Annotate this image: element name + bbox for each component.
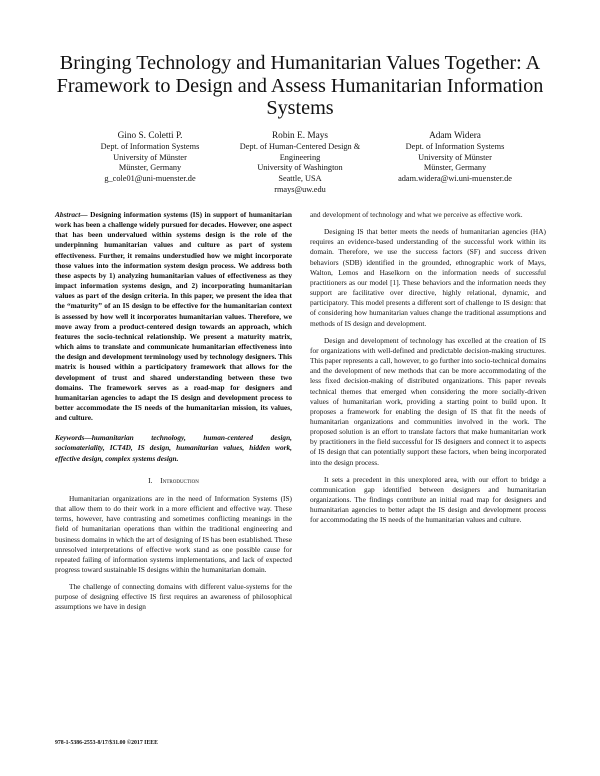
author-name: Adam Widera bbox=[429, 131, 481, 141]
author-affiliation: Engineering bbox=[279, 152, 321, 162]
author-affiliation: Seattle, USA bbox=[278, 174, 322, 184]
body-paragraph: Design and development of technology has excelled at the creation of IS for organizations with well-defined and predictable decision-making structures. This paper represents a call, however, to go further into socio-technical domains and the development of new methods that can be more accommodating of the less fixed decision-making of distributed organizations. This paper reveals technical themes that emerged when considering the more socially-driven values of humanitarian work, providing a starting point to build upon. It proposes a framework for enabling the design of IS that fit the needs of humanitarian organizations and communities involved in the work. The proposed solution is an effort to translate factors that make humanitarian work by practitioners in the field successful for IS designers and connect it to aspects of IS design that can potentially support these factors, when being incorporated into the design process. bbox=[310, 335, 546, 467]
author-affiliation: Dept. of Human-Centered Design & bbox=[239, 142, 361, 151]
body-paragraph-continuation: and development of technology and what we perceive as effective work. bbox=[310, 210, 523, 219]
author-block-3 bbox=[370, 130, 540, 185]
section-title: Introduction bbox=[160, 475, 199, 485]
author-name: Robin E. Mays bbox=[271, 131, 329, 141]
abstract-label: Abstract— bbox=[55, 210, 88, 219]
copyright-footer: 978-1-5386-2553-8/17/$31.00 ©2017 IEEE bbox=[55, 740, 159, 746]
body-paragraph: Humanitarian organizations are in the need of Information Systems (IS) that allow them to do their work in a more efficient and effective way. These terms, however, have contrasting and sometimes conflicting meanings in the field of humanitarian operations than within the traditional engineering and business domains in which the art of designing of IS has been established. These unresolved interpretations of effective work stand as one possible cause for repeated failing of information systems implementations, and lack of expected progress toward sustainable IS designs within the humanitarian domain. bbox=[55, 493, 292, 574]
body-paragraph: It sets a precedent in this unexplored area, with our effort to bridge a communication gap identified between designers and humanitarian organizations. The findings contribute an initial road map for designers and humanitarian agencies to better adapt the IS design and development process for accommodating the IS needs of the humanitarian values and culture. bbox=[310, 474, 546, 525]
left-column bbox=[55, 210, 292, 620]
author-block-2 bbox=[220, 130, 380, 196]
author-affiliation: University of Münster bbox=[418, 152, 492, 162]
author-email: rmays@uw.edu bbox=[274, 184, 326, 194]
body-paragraph: The challenge of connecting domains with different value-systems for the purpose of designing effective IS first requires an awareness of philosophical assumptions we have in design bbox=[55, 582, 292, 612]
section-number: I. bbox=[148, 475, 153, 485]
abstract-text: Designing information systems (IS) in support of humanitarian work has been a challenge widely pursued for decades. However, one aspect that has been undervalued within systems design is the role of the underpinning humanitarian values and culture as part of system effectiveness. Further, it remains understudied how we might incorporate those values into the information system design process. We address both these aspects by 1) analyzing humanitarian values of effectiveness as they impact information systems design, and 2) incorporating humanitarian values as part of the design criteria. In this paper, we present the idea that the “maturity” of an IS design to be effective for the humanitarian context is assessed by how well it incorporates humanitarian values. Therefore, we move away from a product-centered design towards an approach, which features the socio-technical relationship. We present a maturity matrix, which aims to translate and communicate humanitarian effectiveness into the design and development terminology used by technology designers. This matrix is housed within a participatory framework that allows for the development of trust and shared understanding between these two domains. The framework serves as a road-map for designers and humanitarian agencies to adapt the IS design and development process to better accommodate the IS needs of the humanitarian mission, its values, and culture. bbox=[55, 210, 292, 423]
author-affiliation: Münster, Germany bbox=[423, 163, 487, 173]
author-name: Gino S. Coletti P. bbox=[117, 131, 183, 141]
abstract bbox=[55, 210, 292, 423]
author-affiliation: Dept. of Information Systems bbox=[405, 142, 505, 151]
author-email: adam.widera@wi.uni-muenster.de bbox=[398, 174, 512, 184]
keywords-label: Keywords— bbox=[55, 433, 92, 443]
right-column bbox=[310, 210, 546, 533]
author-affiliation: Dept. of Information Systems bbox=[100, 142, 200, 151]
section-heading bbox=[55, 476, 292, 486]
keywords-text: humanitarian technology, human-centered design, sociomateriality, ICT4D, IS design, humanitarian values, hidden work, effective design, complex systems design. bbox=[55, 433, 292, 463]
body-paragraph: Designing IS that better meets the needs of humanitarian agencies (HA) requires an evidence-based understanding of the successful work within its domain. Therefore, we use the success factors (SF) and success driven behaviors (SDB) identified in the grounded, ethnographic work of Mays, Walton, Lemos and Haselkorn on the information needs of successful practitioners as our model [1]. These behaviors and the information needs they support are facilitative over directive, highly relational, dynamic, and participatory. This model presents a different sort of challenge to IS design: that of considering how humanitarian values change the traditional assumptions and methods of IS design and development. bbox=[310, 227, 546, 328]
paper-title: Bringing Technology and Humanitarian Values Together: A Framework to Design and Assess Humanitarian Information Systems bbox=[56, 52, 544, 119]
author-email: g_cole01@uni-muenster.de bbox=[104, 174, 196, 184]
author-affiliation: Münster, Germany bbox=[118, 163, 182, 173]
author-affiliation: University of Münster bbox=[113, 152, 187, 162]
keywords bbox=[55, 433, 292, 463]
author-block-1 bbox=[70, 130, 230, 185]
author-affiliation: University of Washington bbox=[257, 163, 343, 173]
